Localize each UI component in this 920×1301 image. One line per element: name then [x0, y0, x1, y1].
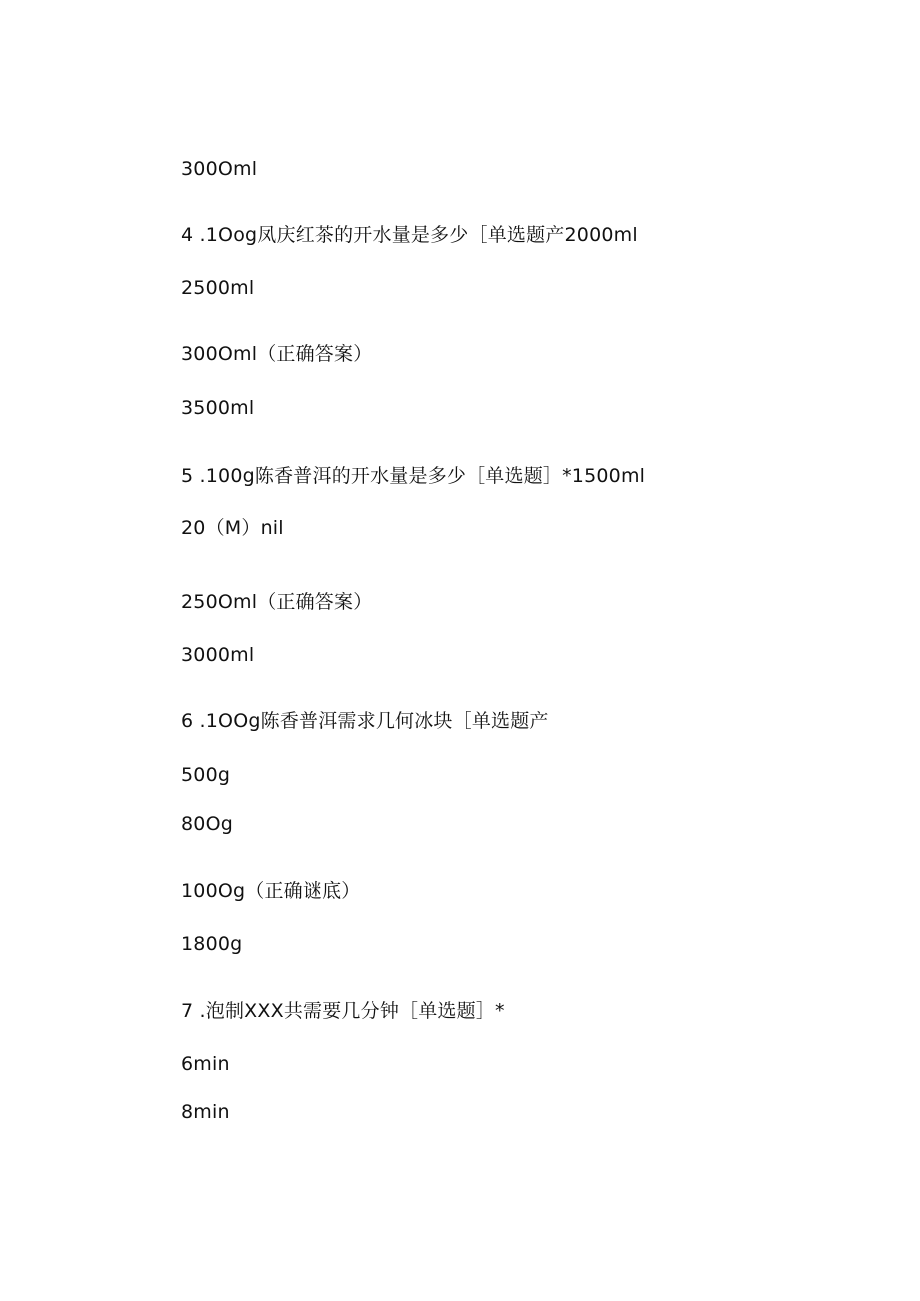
question-6: 6 .1OOg陈香普洱需求几何冰块［单选题产 — [181, 710, 549, 732]
option-2000ml-q5: 20（M）nil — [181, 517, 284, 539]
option-3000ml-correct-q4: 300Oml（正确答案） — [181, 343, 373, 365]
question-4: 4 .1Oog凤庆红茶的开水量是多少［单选题产2000ml — [181, 224, 638, 246]
option-1800g-q6: 1800g — [181, 933, 243, 955]
option-2500ml-q4: 2500ml — [181, 277, 255, 299]
option-2500ml-correct-q5: 250Oml（正确答案） — [181, 591, 373, 613]
option-3000ml-q3: 300Oml — [181, 158, 258, 180]
question-7: 7 .泡制XXX共需要几分钟［单选题］* — [181, 1000, 505, 1022]
option-8min-q7: 8min — [181, 1101, 230, 1123]
option-1000g-correct-q6: 100Og（正确谜底） — [181, 880, 361, 902]
question-5: 5 .100g陈香普洱的开水量是多少［单选题］*1500ml — [181, 465, 646, 487]
option-500g-q6: 500g — [181, 764, 231, 786]
option-3000ml-q5: 3000ml — [181, 644, 255, 666]
option-800g-q6: 80Og — [181, 813, 233, 835]
option-3500ml-q4: 3500ml — [181, 397, 255, 419]
option-6min-q7: 6min — [181, 1053, 230, 1075]
